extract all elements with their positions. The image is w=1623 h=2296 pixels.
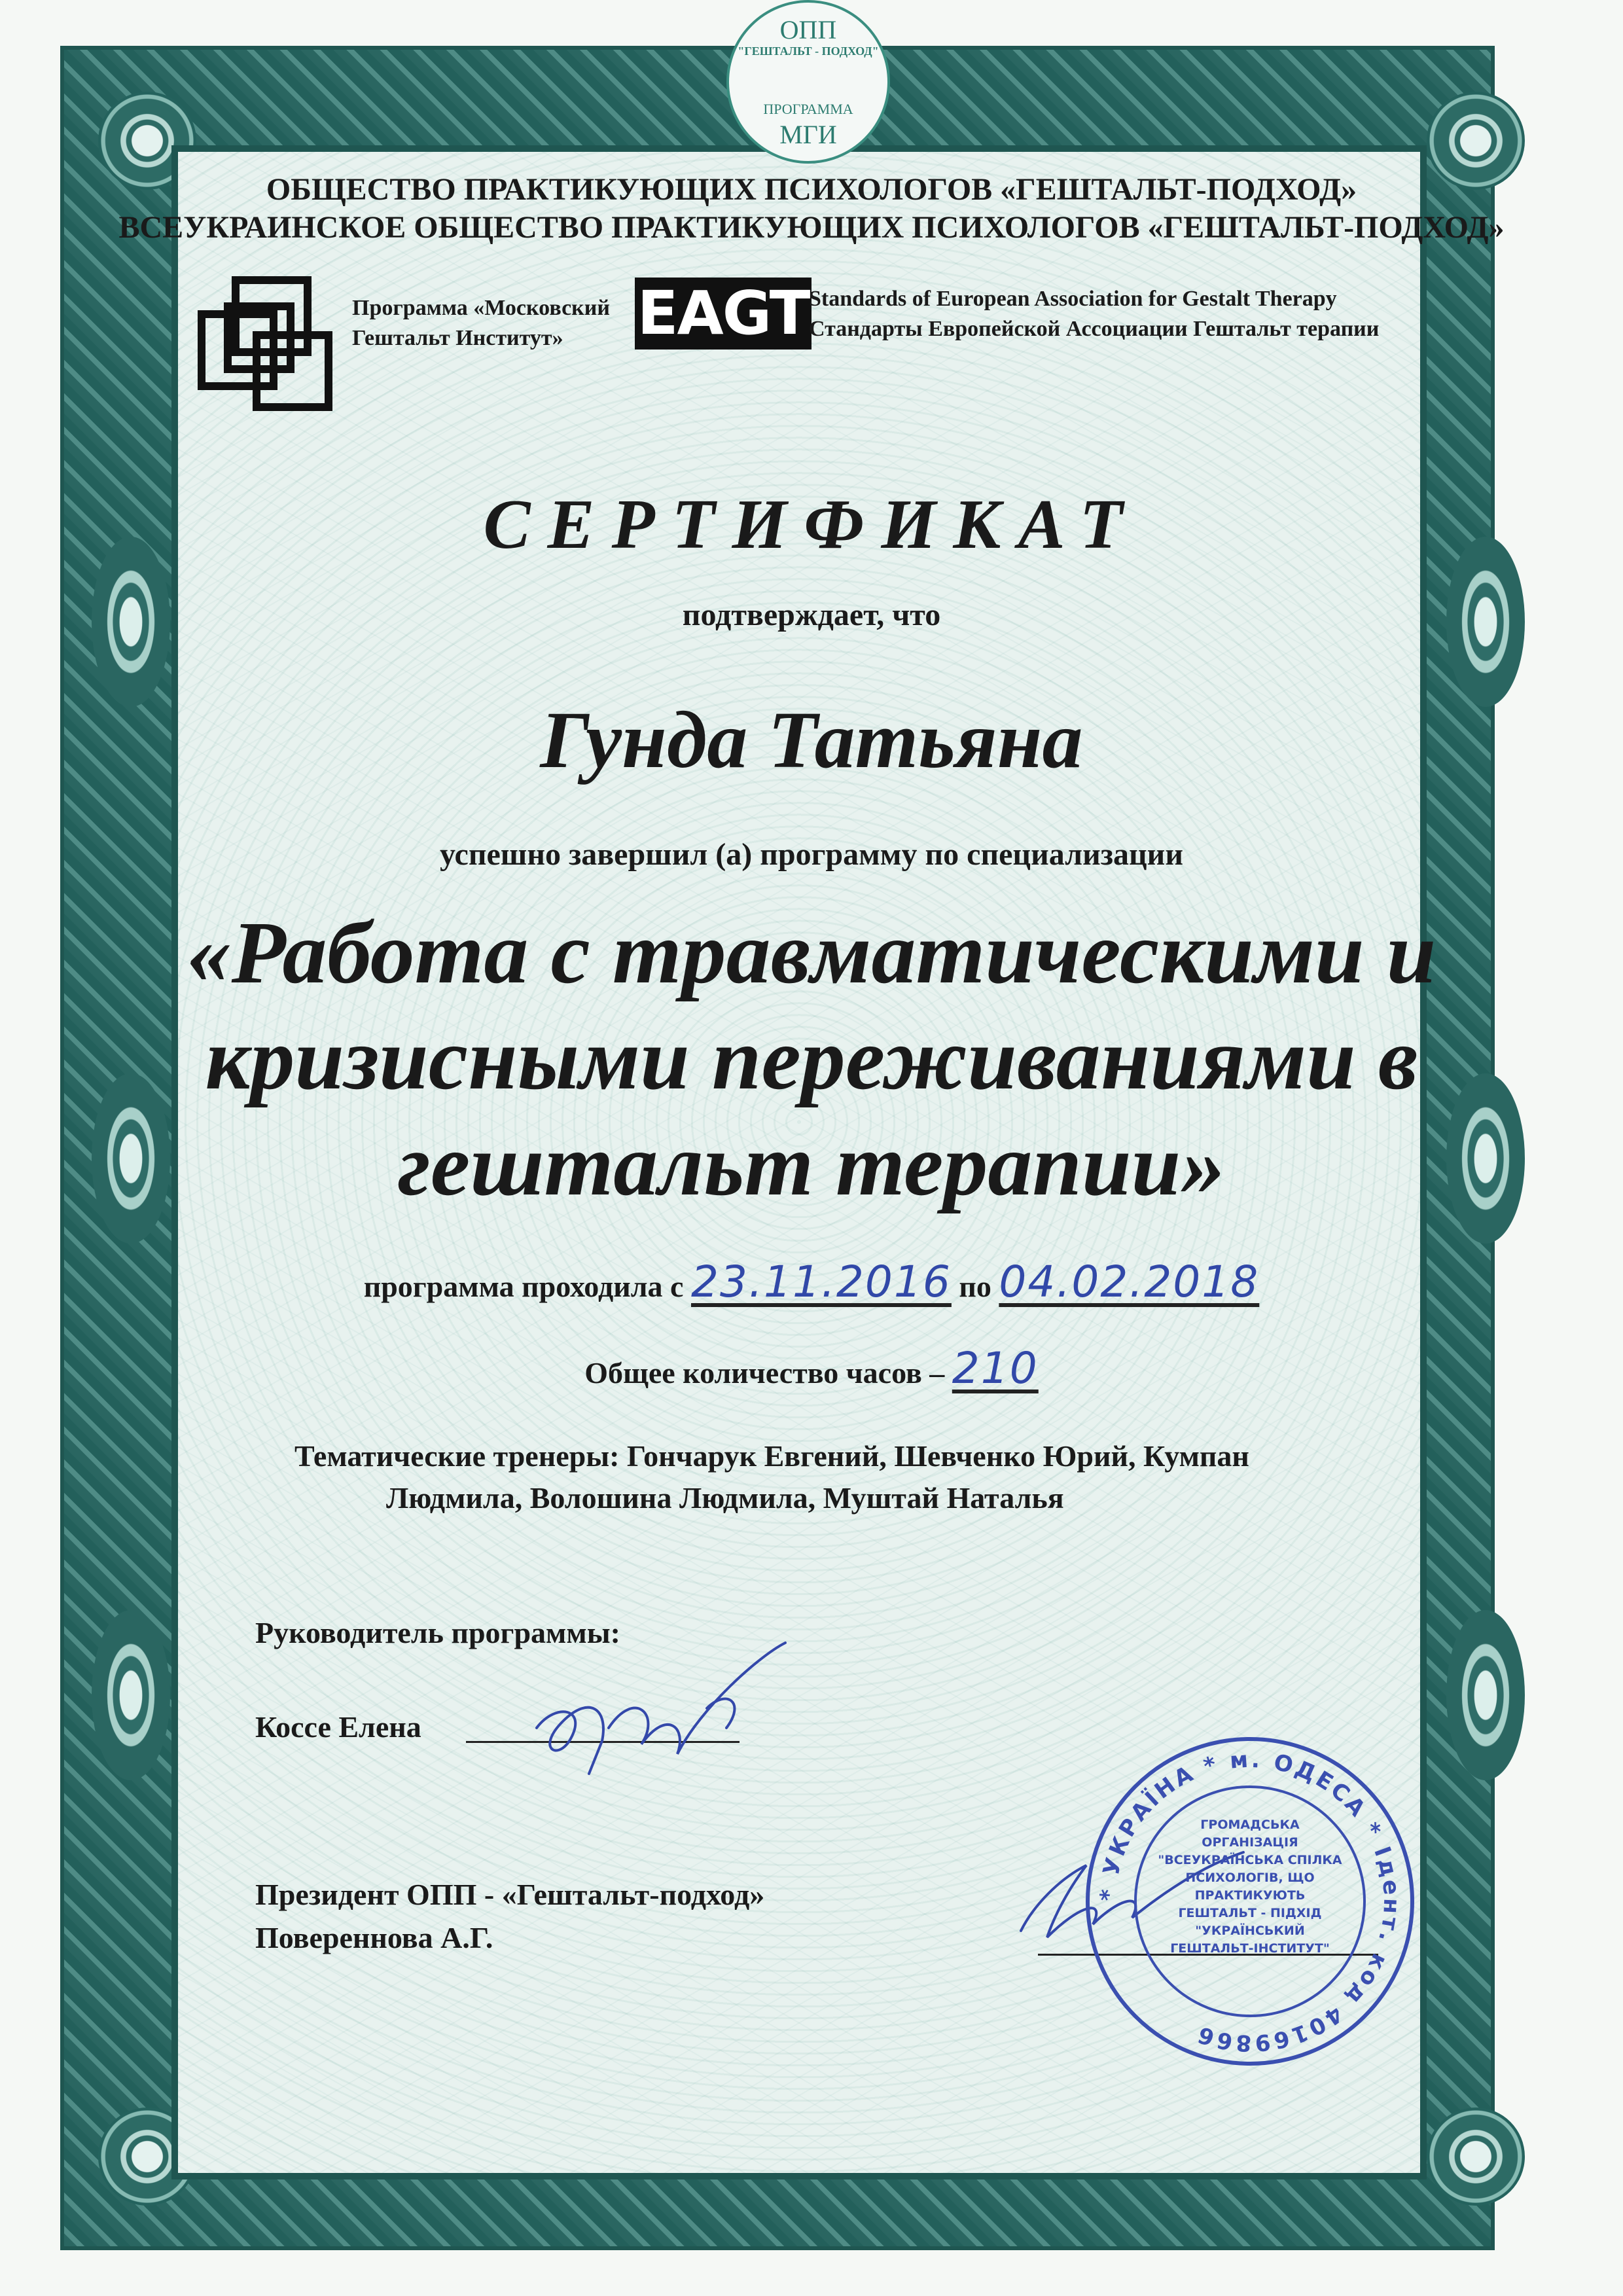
program-title-line1: «Работа с травматическими и — [187, 904, 1436, 1002]
president-name: Повереннова А.Г. — [255, 1921, 493, 1954]
eagt-line2: Стандарты Европейской Ассоциации Гештальт терапии — [809, 317, 1380, 341]
total-hours — [0, 1343, 1623, 1393]
stamp-ring-text: * УКРАЇНА * м. ОДЕСА * Ідент. код 40169866 — [1095, 1746, 1405, 2056]
president-label: Президент ОПП - «Гештальт-подход» — [255, 1878, 765, 1911]
program-leader-label: Руководитель программы: — [255, 1616, 620, 1649]
top-seal — [726, 0, 890, 164]
stamp-line1: ГРОМАДСЬКА — [1200, 1818, 1300, 1832]
stamp-center-text — [1145, 1816, 1355, 1958]
hours-value: 210 — [952, 1343, 1039, 1393]
recipient-name: Гунда Татьяна — [540, 695, 1083, 785]
trainers-line2: Людмила, Волошина Людмила, Муштай Наталья — [386, 1481, 1064, 1515]
top-seal-line2: "ГЕШТАЛЬТ - ПОДХОД" — [738, 45, 879, 58]
mgi-logo-icon — [196, 275, 334, 412]
stamp-line6: "УКРАЇНСЬКИЙ — [1195, 1924, 1305, 1938]
dates-prefix: программа проходила с — [363, 1270, 684, 1303]
stamp-line3: "ВСЕУКРАЇНСЬКА СПІЛКА — [1158, 1853, 1342, 1867]
stamp-line7: ГЕШТАЛЬТ-ІНСТИТУТ" — [1170, 1941, 1330, 1956]
certificate-title: СЕРТИФИКАТ — [483, 486, 1140, 564]
program-leader-name: Коссе Елена — [255, 1710, 421, 1744]
eagt-line1: Standards of European Association for Gestalt Therapy — [809, 287, 1337, 311]
program-title-line2: кризисными переживаниями в — [205, 1010, 1418, 1108]
completed-text: успешно завершил (а) программу по специализации — [440, 837, 1183, 872]
mgi-line1: Программа «Московский — [352, 296, 610, 320]
side-ornament-left-3 — [92, 1610, 170, 1780]
leader-signature-icon — [510, 1630, 825, 1780]
top-seal-line4: МГИ — [779, 120, 837, 149]
official-stamp — [1080, 1731, 1420, 2072]
mgi-line2: Гештальт Институт» — [352, 326, 563, 350]
date-to: 04.02.2018 — [999, 1257, 1260, 1307]
organization-name: ОБЩЕСТВО ПРАКТИКУЮЩИХ ПСИХОЛОГОВ «ГЕШТАЛЬТ-ПОДХОД» — [266, 172, 1357, 207]
stamp-line4: ПСИХОЛОГІВ, ЩО ПРАКТИКУЮТЬ — [1185, 1871, 1315, 1903]
date-from: 23.11.2016 — [690, 1257, 952, 1307]
stamp-line2: ОРГАНІЗАЦІЯ — [1202, 1835, 1298, 1850]
top-seal-line3: ПРОГРАММА — [763, 101, 853, 117]
program-title-line3: гештальт терапии» — [397, 1116, 1226, 1214]
eagt-logo: EAGT — [635, 278, 812, 350]
mgi-program-text — [352, 293, 610, 353]
confirms-text: подтверждает, что — [682, 598, 941, 632]
hours-label: Общее количество часов – — [584, 1356, 945, 1390]
trainers-line1: Тематические тренеры: Гончарук Евгений, Шевченко Юрий, Кумпан — [294, 1439, 1249, 1473]
program-dates — [0, 1257, 1623, 1307]
eagt-standards-text — [809, 284, 1379, 344]
stamp-line5: ГЕШТАЛЬТ - ПІДХІД — [1178, 1906, 1322, 1920]
side-ornament-right-3 — [1446, 1610, 1525, 1780]
top-seal-line1: ОПП — [779, 15, 837, 45]
dates-mid: по — [959, 1270, 991, 1303]
corner-ornament-bottom-right — [1427, 2108, 1525, 2206]
organization-name-ukraine: ВСЕУКРАИНСКОЕ ОБЩЕСТВО ПРАКТИКУЮЩИХ ПСИХОЛОГОВ «ГЕШТАЛЬТ-ПОДХОД» — [118, 210, 1505, 245]
